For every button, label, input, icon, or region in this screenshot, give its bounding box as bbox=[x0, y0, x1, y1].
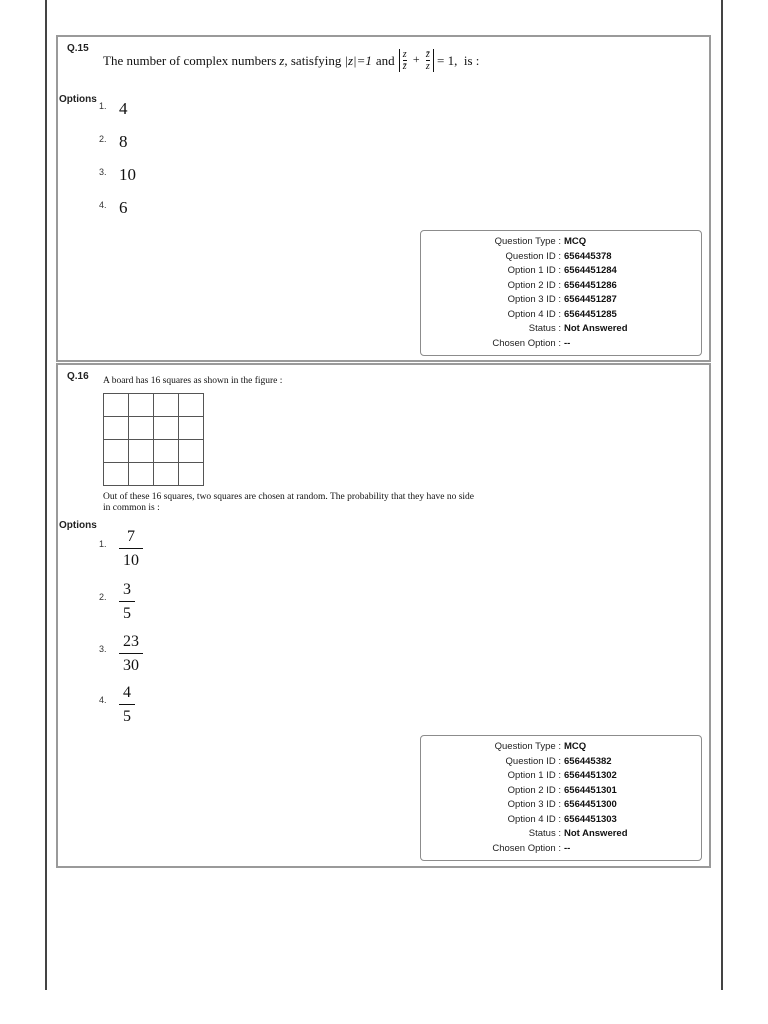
board-square bbox=[129, 394, 154, 417]
condition-modulus: |z|=1 bbox=[344, 52, 372, 68]
meta-row: Status : Not Answered bbox=[528, 828, 628, 839]
board-square bbox=[179, 440, 204, 463]
question-number: Q.16 bbox=[67, 371, 89, 382]
board-square bbox=[154, 417, 179, 440]
board-square bbox=[154, 463, 179, 486]
meta-row: Option 1 ID : 6564451284 bbox=[507, 265, 617, 276]
board-square bbox=[179, 463, 204, 486]
option-3-number: 3. bbox=[99, 644, 107, 654]
meta-row: Option 3 ID : 6564451300 bbox=[507, 799, 617, 810]
meta-row: Option 3 ID : 6564451287 bbox=[507, 294, 617, 305]
meta-row: Option 4 ID : 6564451285 bbox=[507, 308, 617, 320]
option-1-number: 1. bbox=[99, 101, 107, 111]
option-1-fraction: 7 10 bbox=[119, 527, 143, 570]
option-4-number: 4. bbox=[99, 200, 107, 210]
board-square bbox=[104, 417, 129, 440]
board-square bbox=[129, 463, 154, 486]
meta-row: Option 2 ID : 6564451301 bbox=[507, 784, 617, 796]
board-square bbox=[129, 440, 154, 463]
question-text: The number of complex numbers z , satisfying |z|=1 and $\frac{z}{z̄}$ + $\frac{z̄}{z}$ = 1, is : bbox=[103, 49, 480, 72]
option-4-fraction: 4 5 bbox=[119, 683, 135, 726]
meta-row: Question Type : MCQ bbox=[494, 236, 587, 247]
option-1-number: 1. bbox=[99, 539, 107, 549]
meta-row: Question Type : MCQ bbox=[494, 741, 587, 752]
question-text-continued: in common is : bbox=[103, 503, 160, 513]
meta-row: Status : Not Answered bbox=[528, 323, 628, 334]
option-3-fraction: 23 30 bbox=[119, 632, 143, 675]
question-number: Q.15 bbox=[67, 43, 89, 54]
meta-row: Chosen Option : -- bbox=[492, 842, 571, 854]
option-4-value: 6 bbox=[119, 198, 128, 217]
board-square bbox=[129, 417, 154, 440]
question-16-card bbox=[56, 363, 711, 868]
meta-row: Chosen Option : -- bbox=[492, 337, 571, 349]
right-page-border bbox=[721, 0, 723, 990]
question-metadata-box bbox=[420, 735, 702, 861]
meta-row: Option 2 ID : 6564451286 bbox=[507, 279, 617, 291]
option-3-value: 10 bbox=[119, 165, 136, 184]
board-square bbox=[154, 394, 179, 417]
left-page-border bbox=[45, 0, 47, 990]
option-2-number: 2. bbox=[99, 134, 107, 144]
modulus-expression: $\frac{z}{z̄}$ + $\frac{z̄}{z}$ bbox=[399, 49, 434, 72]
meta-row: Option 4 ID : 6564451303 bbox=[507, 813, 617, 825]
options-label: Options bbox=[59, 520, 97, 531]
question-metadata-box bbox=[420, 230, 702, 356]
board-square bbox=[179, 394, 204, 417]
option-3-number: 3. bbox=[99, 167, 107, 177]
meta-row: Option 1 ID : 6564451302 bbox=[507, 770, 617, 781]
question-15-card bbox=[56, 35, 711, 362]
question-text-continued: Out of these 16 squares, two squares are chosen at random. The probability that they have no side bbox=[103, 492, 475, 502]
board-square bbox=[104, 440, 129, 463]
option-2-number: 2. bbox=[99, 592, 107, 602]
board-square bbox=[104, 394, 129, 417]
board-figure-4x4-grid bbox=[103, 393, 204, 486]
options-label: Options bbox=[59, 94, 97, 105]
meta-row: Question ID : 656445378 bbox=[505, 250, 612, 262]
option-2-fraction: 3 5 bbox=[119, 580, 135, 623]
question-text: A board has 16 squares as shown in the figure : bbox=[103, 376, 283, 386]
option-4-number: 4. bbox=[99, 695, 107, 705]
board-square bbox=[104, 463, 129, 486]
board-square bbox=[179, 417, 204, 440]
board-square bbox=[154, 440, 179, 463]
meta-row: Question ID : 656445382 bbox=[505, 755, 612, 767]
option-1-value: 4 bbox=[119, 99, 128, 118]
option-2-value: 8 bbox=[119, 132, 128, 151]
